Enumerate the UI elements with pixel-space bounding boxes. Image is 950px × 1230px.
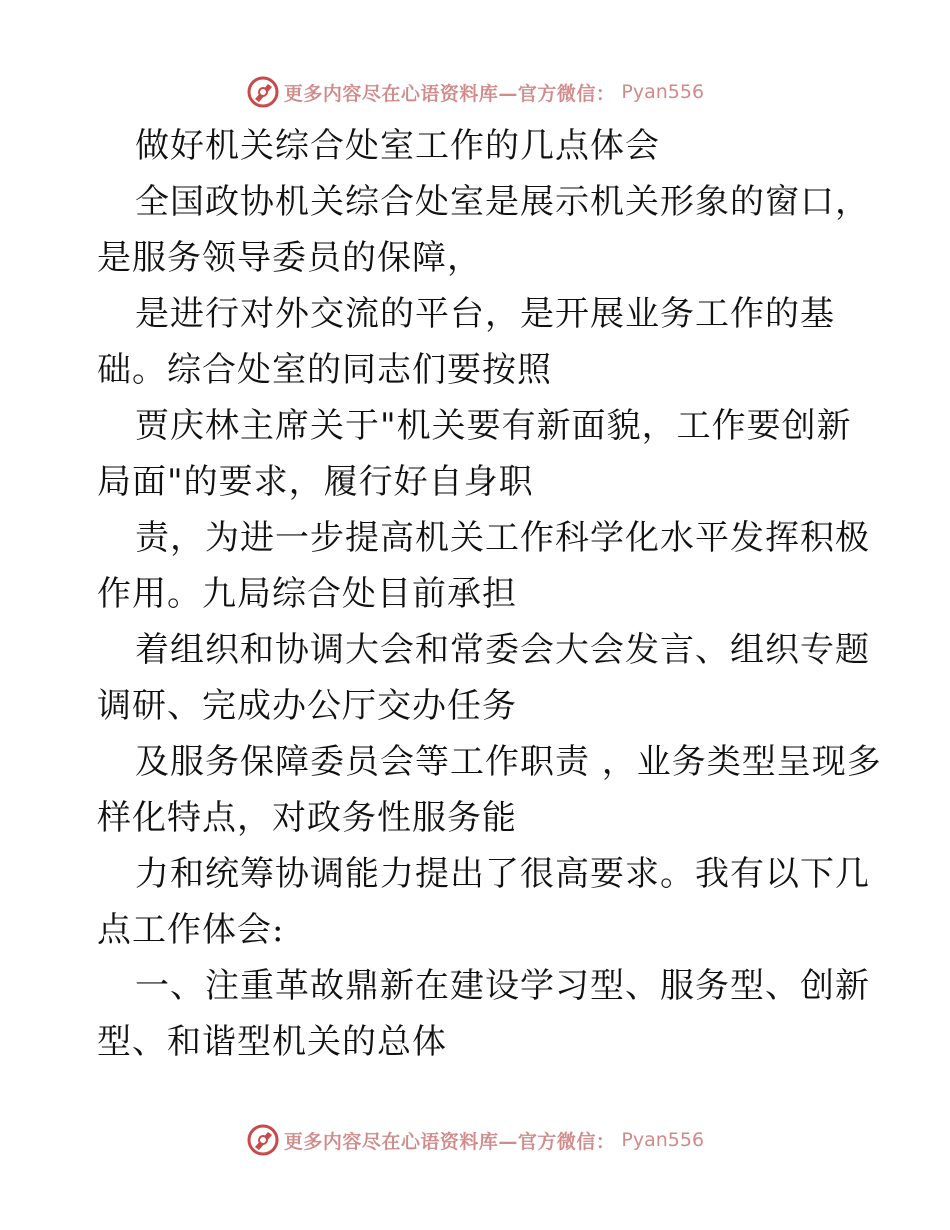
paragraph-line: 贾庆林主席关于"机关要有新面貌，工作要创新 [135,406,852,446]
document-title: 做好机关综合处室工作的几点体会 [135,126,660,166]
paragraph-line: 着组织和协调大会和常委会大会发言、组织专题 [135,630,870,670]
paragraph-line: 力和统筹协调能力提出了很高要求。我有以下几 [135,854,870,894]
banner-text: 更多内容尽在心语资料库—官方微信： [283,1130,616,1153]
paragraph-line: 是进行对外交流的平台，是开展业务工作的基 [135,294,835,334]
footer-banner [0,1120,950,1160]
paragraph-line: 样化特点，对政务性服务能 [97,798,517,838]
banner-text: 更多内容尽在心语资料库—官方微信： [283,82,616,105]
paragraph-line: 型、和谐型机关的总体 [97,1022,447,1062]
paragraph-line: 点工作体会: [97,910,285,950]
wechat-id: Pyan556 [621,1129,705,1151]
paragraph-line: 及服务保障委员会等工作职责 ，业务类型呈现多 [135,742,882,782]
paragraph-line: 调研、完成办公厅交办任务 [97,686,517,726]
paragraph-line: 局面"的要求，履行好自身职 [97,462,534,502]
paragraph-line: 责，为进一步提高机关工作科学化水平发挥积极 [135,518,870,558]
red-seal-pen-icon [246,75,280,109]
wechat-id: Pyan556 [621,81,705,103]
paragraph-line: 是服务领导委员的保障， [97,238,482,278]
paragraph-line: 作用。九局综合处目前承担 [97,574,517,614]
red-seal-pen-icon [246,1123,280,1157]
paragraph-line: 础。综合处室的同志们要按照 [97,350,552,390]
section-heading: 一、注重革故鼎新在建设学习型、服务型、创新 [135,966,870,1006]
paragraph-line: 全国政协机关综合处室是展示机关形象的窗口， [135,182,870,222]
header-banner [0,72,950,112]
document-body [97,118,882,1070]
